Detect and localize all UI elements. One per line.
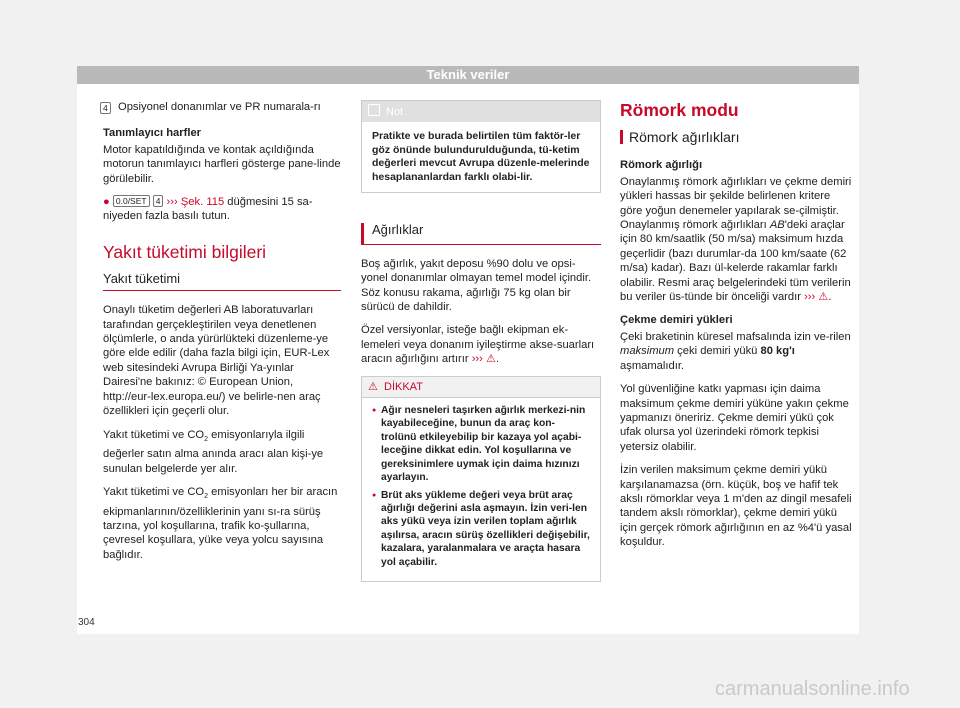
- section-subheading: Tanımlayıcı harfler: [103, 127, 202, 140]
- subsection-heading: Römork ağırlıkları: [620, 130, 855, 144]
- paragraph: Özel versiyonlar, isteğe bağlı ekipman ek-lemeleri veya donanım iyileştirme akse-suarları aracın ağırlığını artırır ››› ⚠.: [361, 324, 595, 366]
- figure-reference-link[interactable]: Şek. 115: [180, 196, 225, 209]
- warning-header: ⚠ DİKKAT: [362, 377, 600, 398]
- section-heading: Römork modu: [620, 100, 739, 120]
- reference-arrow: ›››: [804, 291, 816, 304]
- list-item-4: [103, 100, 341, 114]
- warning-box: [361, 376, 601, 582]
- item-text: Opsiyonel donanımlar ve PR numarala-rı: [118, 101, 321, 113]
- item-number-badge: 4: [100, 102, 111, 114]
- section-subheading: Çekme demiri yükleri: [620, 314, 733, 327]
- paragraph: İzin verilen maksimum çekme demiri yükü karşılanamazsa (örn. küçük, boş ve hafif tek akslı römorklar veya 1 m'den az dingil mesafeli tandem akslı römorklar), çekme demiri yükü için gerçek römork ağırlığının en az %4'ü yasal koşuldur.: [620, 464, 852, 549]
- note-label: Not: [386, 106, 404, 118]
- paragraph: Yakıt tüketimi ve $CO_2$ emisyonlarıyla ilgili değerler satın alma anında aracı alan kişi-ye sunulan belgelerde yer alır.: [103, 428, 324, 475]
- column-3: [620, 100, 855, 559]
- paragraph: Çeki braketinin küresel mafsalında izin ve-rilen maksimum çeki demiri yükü 80 kg'ı aşmamalıdır.: [620, 330, 851, 372]
- paragraph: Boş ağırlık, yakıt deposu %90 dolu ve opsi-yonel donanımlar olmayan temel model içindir. Söz konusu rakama, ağırlığı 75 kg olan bir sürücü de dahildir.: [361, 257, 592, 314]
- paragraph: Yol güvenliğine katkı yapması için daima maksimum çekme demiri yüküne yakın çekme yapmanızı öneririz. Çekme demiri yükü çok ufak olursa yol üzerindeki römork tepkisi yetersiz olabilir.: [620, 383, 849, 453]
- note-header: [362, 101, 600, 122]
- paragraph: Motor kapatıldığında ve kontak açıldığında motorun tanımlayıcı harfleri gösterge pane-linde görülebilir.: [103, 143, 341, 185]
- column-1: [103, 100, 341, 571]
- info-icon: [368, 104, 380, 116]
- note-box: [361, 100, 601, 193]
- subsection-heading: Yakıt tüketimi: [103, 272, 341, 291]
- page-header: Teknik veriler: [77, 66, 859, 84]
- note-text: Pratikte ve burada belirtilen tüm faktör-ler göz önünde bulundurulduğunda, tü-ketim değerleri mevcut Avrupa düzenle-melerinde hesaplananlardan farklı olabi-lir.: [372, 130, 590, 183]
- reference-arrow: ›››: [166, 196, 178, 209]
- warning-triangle-icon: ⚠: [368, 380, 378, 393]
- number-badge: 4: [153, 195, 164, 207]
- page-number: 304: [78, 617, 95, 628]
- warning-body: [362, 398, 600, 581]
- paragraph: Onaylı tüketim değerleri AB laboratuvarları tarafından gerçekleştirilen veya denetlenen ölçümlerle, o anda yürürlükteki düzenleme-ye göre elde edilir (daha fazla bilgi için, EUR-Lex web sitesindeki Avrupa Birliği Ya-yınlar Dairesi'ne bakınız: © European Union, http://eur-lex.europa.eu/) ve belirle-nen araç özellikleri için geçerli olur.: [103, 304, 330, 418]
- warning-item: ● Ağır nesneleri taşırken ağırlık merkezi-nin kayabileceğine, bunun da araç kon-trolünü etkileyebilip bir kazaya yol açabi-leceğine dikkat edin. Yol koşullarına ve gereksinimlere uymak için daima hızınızı ayarlayın.: [372, 404, 590, 484]
- warning-triangle-icon: ⚠: [485, 353, 497, 366]
- button-badge: 0.0/SET: [113, 195, 150, 207]
- bullet-icon: ●: [103, 196, 110, 209]
- instruction-text: düğmesini 15 sa-niyeden fazla basılı tutun.: [103, 196, 313, 223]
- column-2: [361, 100, 601, 582]
- warning-triangle-icon: ⚠: [818, 291, 829, 304]
- instruction: [103, 195, 341, 224]
- reference-arrow: ›››: [471, 353, 483, 366]
- paragraph: Yakıt tüketimi ve $CO_2$ emisyonları her bir aracın ekipmanlarının/özelliklerinin yanı sı-ra sürüş tarzına, yol koşullarına, trafik ko-şullarına, çevresel koşullara, yüke veya yolcu sayısına bağlıdır.: [103, 485, 338, 561]
- paragraph: Onaylanmış römork ağırlıkları ve çekme demiri yükleri hassas bir şekilde belirlenen kritere göre yoğun denemeler yapılarak se-çilmiştir. Onaylanmış römork ağırlıkları AB'deki araçlar için 80 km/saatlik (50 m/sa) maksimum hızda geçerlidir (bazı durumlar-da 100 km/saate (62 m/sa) kadar). Bazı ül-kelerde rakamlar farklı olabilir. Resmi araç belgelerindeki tüm verilerin bu veriler üs-tünde bir önceliği vardır ››› ⚠.: [620, 175, 852, 304]
- subsection-heading: Ağırlıklar: [361, 223, 601, 244]
- section-subheading: Römork ağırlığı: [620, 159, 703, 172]
- footer-watermark: carmanualsonline.info: [715, 678, 910, 700]
- section-heading: Yakıt tüketimi bilgileri: [103, 241, 267, 262]
- warning-item: ● Brüt aks yükleme değeri veya brüt araç ağırlığı değerini asla aşmayın. İzin veri-len aks yükü veya izin verilen toplam ağırlık aşılırsa, aracın sürüş özellikleri değişebilir, kazalara, yaralanmalara ve araçta hasara yol açabilir.: [372, 489, 590, 569]
